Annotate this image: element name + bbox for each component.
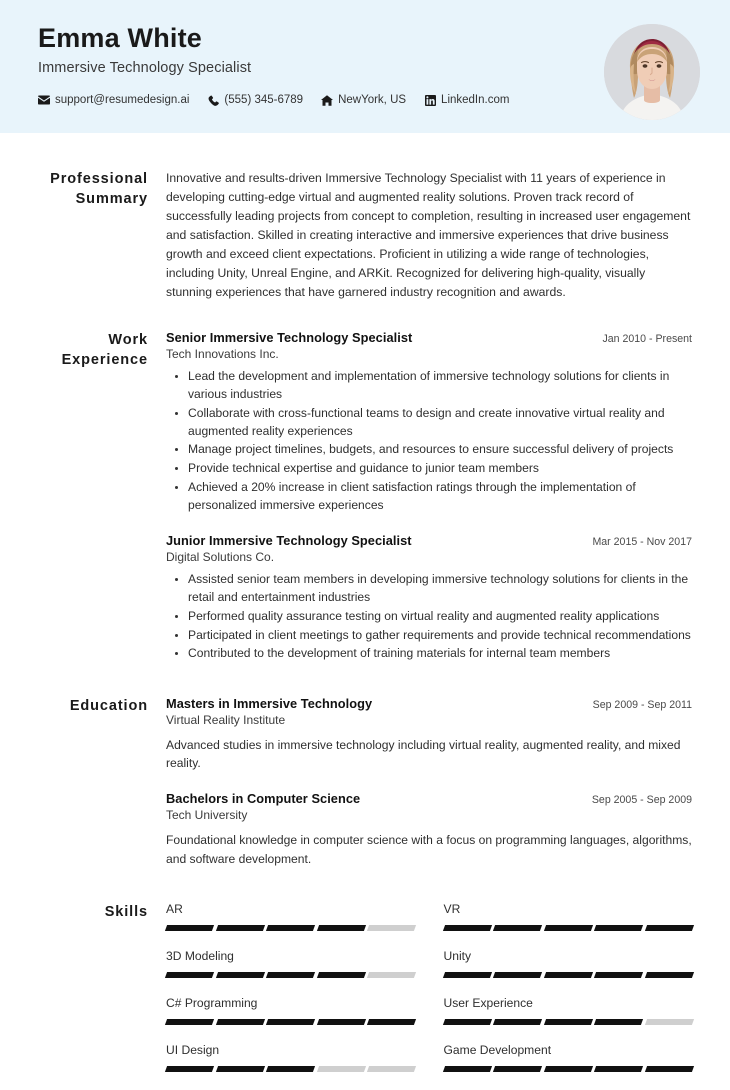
education-entry-date: Sep 2009 - Sep 2011 [592,699,692,712]
work-entry-title: Junior Immersive Technology Specialist [166,533,412,549]
skill-rating-segment [594,1066,643,1072]
skill-rating-segment [543,1066,592,1072]
section-education [38,696,692,868]
skill-item [444,996,693,1043]
education-entry-date: Sep 2005 - Sep 2009 [591,794,692,807]
skill-name: UI Design [166,1042,220,1057]
education-entry-desc: Advanced studies in immersive technology including virtual reality, augmented reality, and mixed reality. [166,738,681,771]
summary-text: Innovative and results-driven Immersive Technology Specialist with 11 years of experience in developing cutting-edge virtual and augmented reality solutions. Proven track record of successfully leading projects from concept to completion, resulting in increased user engagement and satisfaction. Skilled in creating interactive and immersive experiences that drive business growth and exceed client expectations. Proficient in utilizing a wide range of technologies, including Unity, Unreal Engine, and ARKit. Recognized for delivering high-quality, visually stunning experiences that have garnered industry recognition and awards. [166,171,691,300]
home-icon [321,94,333,106]
skill-item [444,1043,693,1090]
section-label-summary: Professional Summary [50,171,148,207]
skill-rating-bar [444,925,693,931]
skill-rating-segment [442,925,491,931]
bullet-item: Assisted senior team members in developing immersive technology solutions for clients in the retail and entertainment industries [188,571,692,607]
page-title: Emma White [38,23,203,53]
education-entry-title: Masters in Immersive Technology [166,696,373,712]
section-label-work: Work Experience [61,332,148,368]
section-professional-summary [38,169,692,302]
skill-rating-segment [367,1066,416,1072]
skill-rating-segment [493,1066,542,1072]
skill-rating-segment [442,1066,491,1072]
skill-rating-segment [215,1066,264,1072]
contact-phone[interactable] [207,94,303,106]
work-entries [166,330,692,664]
skill-rating-segment [316,1066,365,1072]
skill-rating-segment [543,925,592,931]
skill-rating-segment [594,972,643,978]
skill-name: VR [443,901,461,916]
education-entry [166,791,692,867]
education-entry-title: Bachelors in Computer Science [166,791,361,807]
skill-rating-segment [316,925,365,931]
job-title: Immersive Technology Specialist [38,60,252,77]
skill-rating-segment [266,925,315,931]
section-label-skills: Skills [104,903,148,920]
skill-name: C# Programming [166,995,258,1010]
skill-rating-segment [215,972,264,978]
resume-body [0,133,730,1090]
avatar [604,24,700,120]
skill-rating-segment [367,925,416,931]
contact-linkedin-text: LinkedIn.com [441,94,510,107]
bullet-item: Manage project timelines, budgets, and resources to ensure successful delivery of projects [188,441,692,459]
skill-rating-segment [493,925,542,931]
skill-rating-segment [165,1066,214,1072]
section-skills [38,902,692,1090]
skill-rating-segment [266,972,315,978]
bullet-item: Collaborate with cross-functional teams to design and create innovative virtual reality and augmented reality experiences [188,405,692,441]
skill-name: AR [166,901,183,916]
resume-header [0,0,730,133]
education-entry [166,696,692,772]
phone-icon [207,94,219,106]
envelope-icon [38,94,50,106]
skill-rating-segment [644,972,693,978]
work-entry-date: Mar 2015 - Nov 2017 [592,536,692,549]
skill-rating-segment [644,1066,693,1072]
bullet-item: Provide technical expertise and guidance to junior team members [188,460,692,478]
education-entry-desc: Foundational knowledge in computer science with a focus on programming languages, algorithms, and software development. [166,833,692,866]
contact-email-text: support@resumedesign.ai [55,94,190,107]
skill-rating-bar [444,972,693,978]
skill-item [166,1043,415,1090]
skill-name: Unity [443,948,472,963]
skill-rating-bar [166,1066,415,1072]
bullet-item: Participated in client meetings to gather requirements and provide technical recommendations [188,627,692,645]
skill-name: User Experience [443,995,533,1010]
skill-item [444,902,693,949]
contact-list [38,94,509,106]
skill-rating-segment [316,972,365,978]
contact-location[interactable] [321,94,406,106]
skill-rating-segment [543,972,592,978]
skill-rating-segment [266,1066,315,1072]
skill-rating-segment [165,925,214,931]
work-entry-org: Digital Solutions Co. [166,550,275,565]
contact-phone-text: (555) 345-6789 [224,94,304,107]
skill-rating-segment [442,972,491,978]
skill-rating-segment [493,972,542,978]
skill-rating-segment [594,925,643,931]
bullet-item: Contributed to the development of training materials for internal team members [188,645,692,663]
work-entry [166,533,692,663]
bullet-item: Achieved a 20% increase in client satisfaction ratings through the implementation of personalized immersive experiences [188,479,692,515]
work-entry-bullets [166,368,692,514]
skill-rating-bar [166,925,415,931]
bullet-item: Lead the development and implementation of immersive technology solutions for clients in various industries [188,368,692,404]
avatar-photo [604,24,700,120]
skill-name: Game Development [443,1042,552,1057]
bullet-item: Performed quality assurance testing on virtual reality and augmented reality applications [188,608,692,626]
education-entry-org: Tech University [166,808,248,823]
education-entry-org: Virtual Reality Institute [166,713,286,728]
section-work-experience [38,330,692,664]
skill-item [444,949,693,996]
skill-rating-bar [444,1066,693,1072]
work-entry-date: Jan 2010 - Present [602,333,692,346]
contact-email[interactable] [38,94,189,106]
contact-location-text: NewYork, US [338,94,407,107]
education-entries [166,696,692,868]
work-entry-org: Tech Innovations Inc. [166,347,279,362]
work-entry-bullets [166,571,692,663]
skill-item [166,949,415,996]
skill-rating-segment [644,925,693,931]
work-entry-title: Senior Immersive Technology Specialist [166,330,413,346]
skills-grid [166,902,692,1090]
skill-rating-segment [367,972,416,978]
contact-linkedin[interactable] [424,94,509,106]
skill-name: 3D Modeling [166,948,234,963]
skill-item [166,996,415,1043]
skill-rating-segment [215,925,264,931]
skill-rating-bar [166,972,415,978]
section-label-education: Education [69,698,148,715]
header-identity [38,22,509,106]
linkedin-icon [424,94,436,106]
skill-item [166,902,415,949]
skill-rating-segment [165,972,214,978]
work-entry [166,330,692,514]
